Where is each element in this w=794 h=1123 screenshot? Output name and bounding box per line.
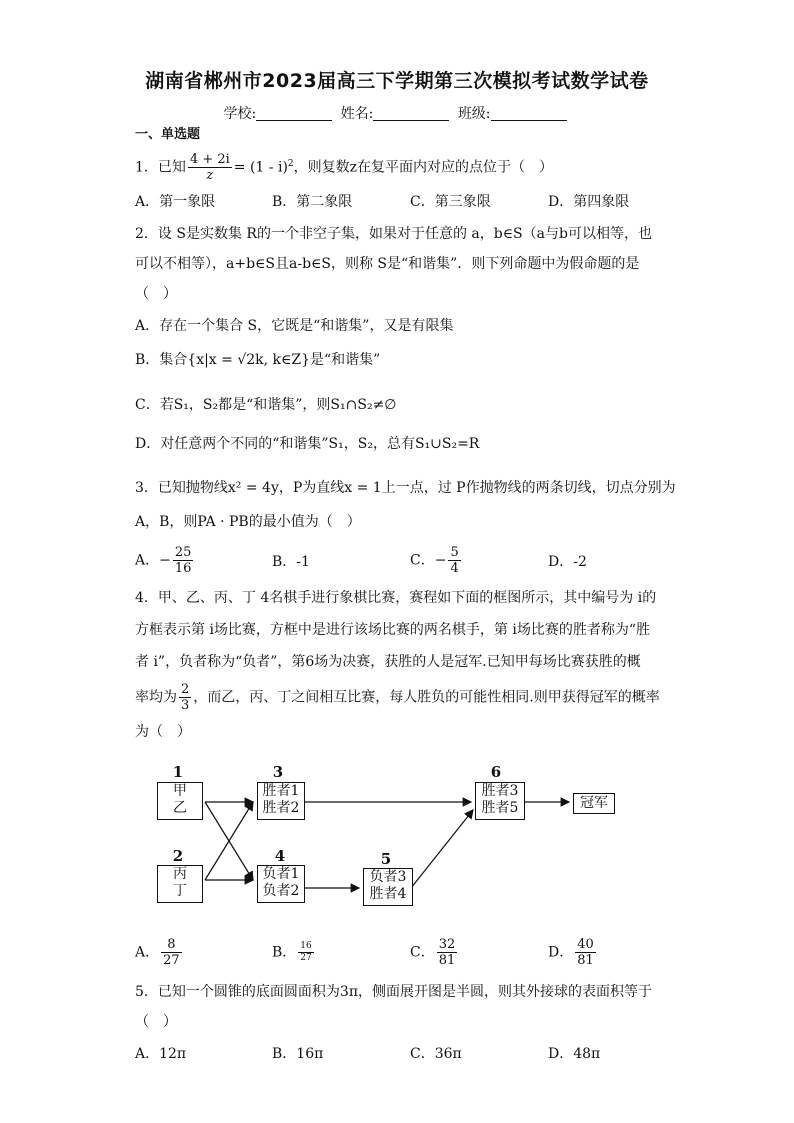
student-info — [0, 103, 794, 123]
q5-option-c[interactable]: C．36π — [410, 1046, 462, 1062]
q4-option-a-label: A． — [135, 944, 160, 961]
q5-option-d[interactable]: D．48π — [548, 1046, 601, 1062]
q2-line-2: 可以不相等），a+b∈S且a-b∈S，则称 S是“和谐集”．则下列命题中为假命题的是 — [135, 256, 640, 272]
match-number-6: 6 — [490, 763, 502, 781]
q4-option-c-num: 32 — [438, 937, 456, 952]
q4-option-a-frac — [161, 937, 182, 968]
match-box-5 — [363, 868, 413, 906]
q4-option-b-den: 27 — [300, 953, 312, 963]
q4-option-a-den: 27 — [163, 953, 180, 968]
match-number-3: 3 — [272, 763, 284, 781]
match-6-player-b: 胜者5 — [481, 800, 519, 816]
match-number-1: 1 — [172, 763, 184, 781]
q4-line-5: 为（ ） — [135, 724, 191, 740]
q4-option-b-label: B． — [272, 944, 297, 961]
class-blank — [491, 106, 567, 121]
match-box-6 — [475, 782, 525, 820]
q4-option-d-num: 40 — [577, 937, 594, 952]
q4-line-4b: ，而乙，丙、丁之间相互比赛，每人胜负的可能性相同.则甲获得冠军的概率 — [193, 689, 660, 706]
match-box-3 — [257, 782, 305, 820]
q2-line-1: 2．设 S是实数集 R的一个非空子集，如果对于任意的 a，b∈S（a与b可以相等，也 — [135, 226, 652, 242]
q3-option-c[interactable] — [410, 545, 463, 576]
q4-option-a-num: 8 — [161, 937, 182, 953]
q1-fraction — [188, 152, 232, 183]
q3-option-c-den: 4 — [450, 561, 459, 576]
school-blank — [256, 106, 332, 121]
q4-option-d[interactable] — [548, 937, 598, 968]
match-5-player-b: 胜者4 — [369, 886, 407, 902]
q4-option-a[interactable] — [135, 937, 184, 968]
match-5-player-a: 负者3 — [369, 869, 407, 885]
q1-option-a[interactable]: A．第一象限 — [135, 194, 216, 210]
match-number-5: 5 — [380, 850, 392, 868]
q4-option-b[interactable] — [272, 941, 316, 964]
q4-line-4a: 率均为 — [135, 689, 177, 706]
q1-eq: = (1 - i) — [233, 159, 288, 176]
match-1-player-b: 乙 — [173, 800, 187, 816]
school-label: 学校: — [223, 106, 257, 122]
q3-option-a[interactable] — [135, 545, 195, 576]
q4-line-2: 方框表示第 i场比赛，方框中是进行该场比赛的两名棋手，第 i场比赛的胜者称为“胜 — [135, 622, 651, 638]
q3-option-b[interactable]: B．-1 — [272, 554, 310, 570]
q4-line-4-frac — [179, 682, 191, 713]
q4-option-d-frac — [575, 937, 596, 968]
q5-line-2: （ ） — [135, 1014, 177, 1030]
q1-option-c[interactable]: C．第三象限 — [410, 194, 491, 210]
q4-option-d-label: D． — [548, 944, 574, 961]
q2-option-b[interactable]: B．集合{x|x = √2k, k∈Z}是“和谐集” — [135, 352, 381, 368]
q2-option-d[interactable]: D．对任意两个不同的“和谐集”S₁，S₂，总有S₁∪S₂=R — [135, 436, 480, 452]
match-2-player-a: 丙 — [173, 866, 187, 882]
q4-option-c[interactable] — [410, 937, 459, 968]
tournament-diagram — [145, 760, 645, 920]
q2-line-3: （ ） — [135, 286, 177, 302]
match-1-player-a: 甲 — [173, 783, 187, 799]
q5-option-a[interactable]: A．12π — [135, 1046, 187, 1062]
q1-option-b[interactable]: B．第二象限 — [272, 194, 353, 210]
q4-line-4 — [135, 682, 660, 713]
q3-option-a-label: A．− — [135, 552, 171, 569]
match-6-player-a: 胜者3 — [481, 783, 519, 799]
name-label: 姓名: — [340, 106, 374, 122]
q3-line-1: 3．已知抛物线x² = 4y，P为直线x = 1上一点，过 P作抛物线的两条切线，切点分别为 — [135, 480, 676, 496]
q4-line-3: 者 i”，负者称为“负者”，第6场为决赛，获胜的人是冠军.已知甲每场比赛获胜的概 — [135, 654, 641, 670]
name-blank — [373, 106, 449, 121]
match-number-4: 4 — [274, 847, 286, 865]
q4-option-c-frac — [437, 937, 458, 968]
q4-option-c-label: C． — [410, 944, 435, 961]
q4-line-4-num: 2 — [181, 682, 190, 697]
q2-option-a[interactable]: A．存在一个集合 S，它既是“和谐集”，又是有限集 — [135, 318, 454, 334]
class-label: 班级: — [457, 106, 491, 122]
q1-frac-den: z — [206, 168, 214, 183]
q5-option-b[interactable]: B．16π — [272, 1046, 324, 1062]
match-3-player-a: 胜者1 — [262, 783, 300, 799]
page-title: 湖南省郴州市2023届高三下学期第三次模拟考试数学试卷 — [145, 70, 649, 92]
q3-option-a-num: 25 — [174, 545, 192, 560]
q3-option-c-frac — [448, 545, 460, 576]
match-box-2 — [157, 865, 203, 903]
q5-line-1: 5．已知一个圆锥的底面圆面积为3π，侧面展开图是半圆，则其外接球的表面积等于 — [135, 984, 653, 1000]
q3-option-c-num: 5 — [450, 545, 459, 560]
match-2-player-b: 丁 — [173, 883, 187, 899]
match-3-player-b: 胜者2 — [262, 800, 300, 816]
q1-rest: ，则复数z在复平面内对应的点位于（ ） — [293, 159, 554, 176]
match-4-player-a: 负者1 — [262, 866, 300, 882]
q4-option-b-frac — [298, 941, 313, 964]
q1-prefix: 1．已知 — [135, 159, 186, 176]
q3-option-a-den: 16 — [174, 561, 192, 576]
match-number-2: 2 — [172, 847, 184, 865]
q1-frac-num: 4 + 2i — [189, 152, 230, 167]
match-box-1 — [157, 782, 203, 820]
question-1 — [135, 152, 553, 183]
champion-box: 冠军 — [573, 793, 615, 814]
q3-option-a-frac — [173, 545, 194, 576]
q3-option-d[interactable]: D．-2 — [548, 554, 587, 570]
q3-option-c-label: C．− — [410, 552, 447, 569]
q4-option-d-den: 81 — [577, 953, 594, 968]
q2-option-c[interactable]: C．若S₁，S₂都是“和谐集”，则S₁∩S₂≠∅ — [135, 397, 397, 413]
match-box-4 — [257, 865, 305, 903]
q4-line-4-den: 3 — [181, 698, 190, 713]
q4-option-c-den: 81 — [438, 953, 456, 968]
q1-option-d[interactable]: D．第四象限 — [548, 194, 630, 210]
q3-line-2: A，B，则PA · PB的最小值为（ ） — [135, 514, 361, 530]
section-heading: 一、单选题 — [135, 127, 201, 142]
q4-option-b-num: 16 — [300, 941, 312, 951]
match-4-player-b: 负者2 — [262, 883, 300, 899]
arrow-5-6 — [411, 810, 473, 888]
q1-sup: 2 — [287, 158, 294, 169]
q4-line-1: 4．甲、乙、丙、丁 4名棋手进行象棋比赛，赛程如下面的框图所示，其中编号为 i的 — [135, 590, 657, 606]
